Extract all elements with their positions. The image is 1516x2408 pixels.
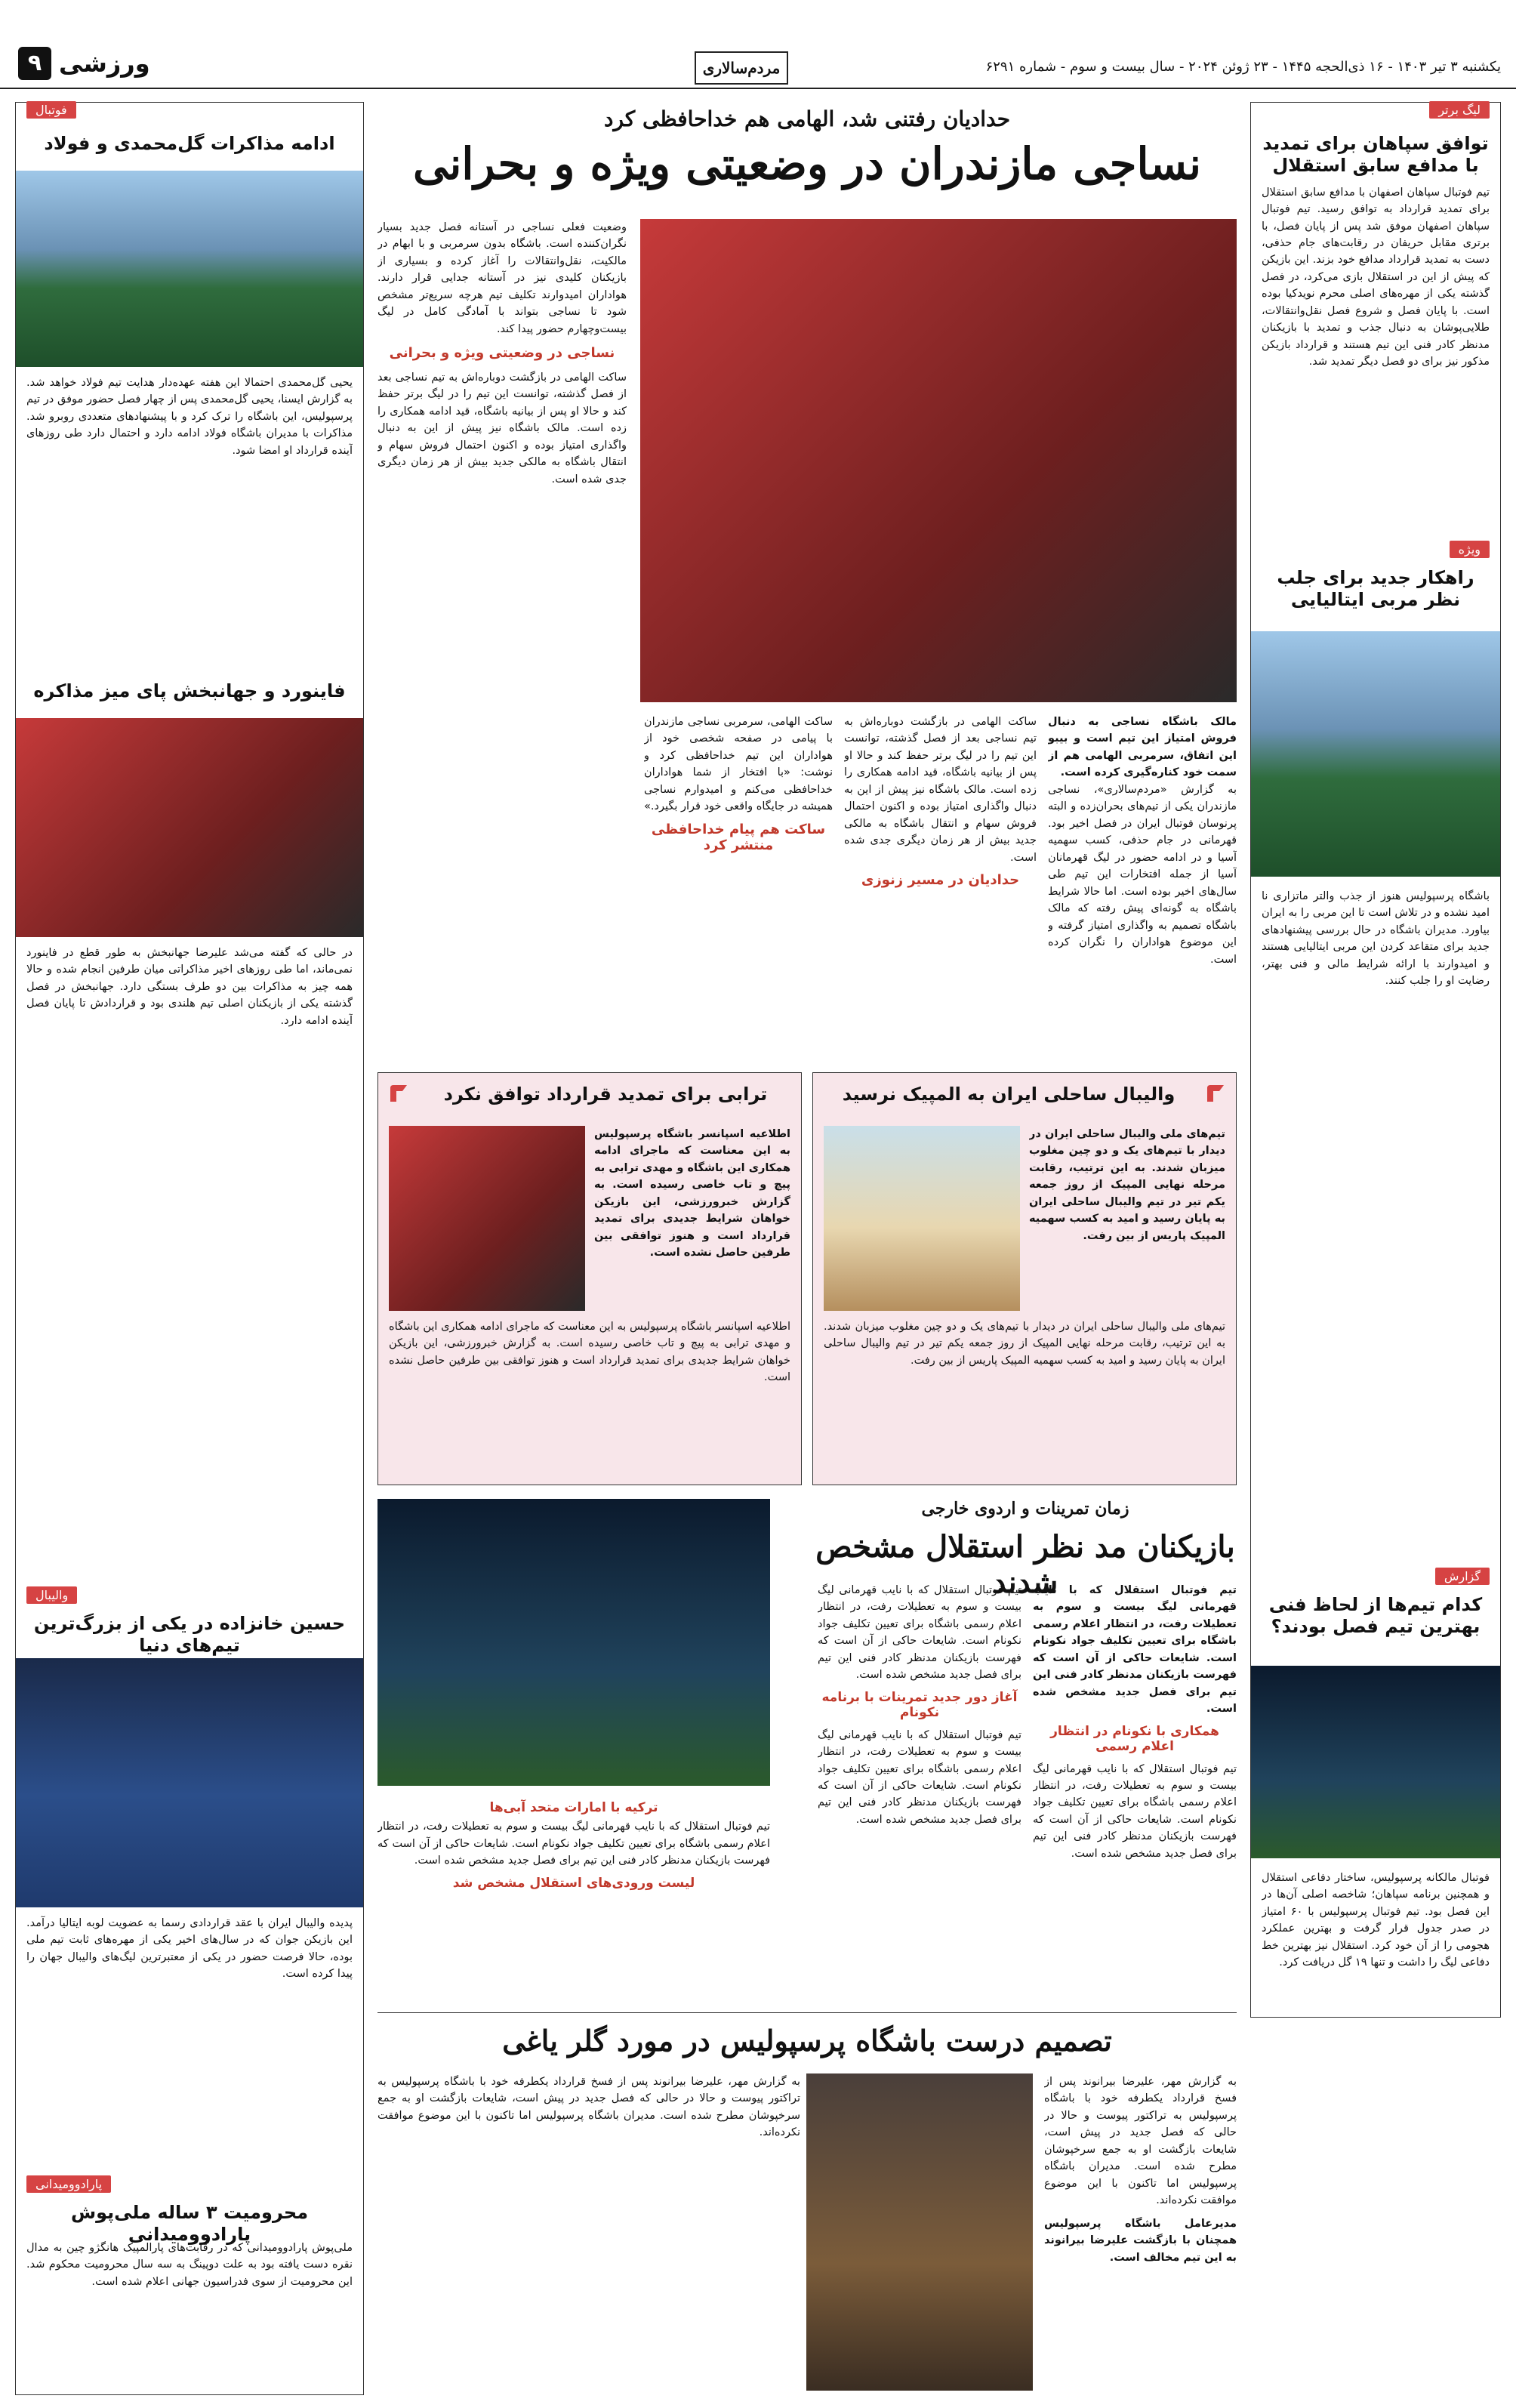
photo-persepolis [806,2073,1033,2391]
left-body-1: یحیی گل‌محمدی احتمالا این هفته عهده‌دار هدایت تیم فولاد خواهد شد. به گزارش ایسنا، یحیی گل‌محمدی پس از چهار فصل حضور موفق در تیم پرسپولیس، این باشگاه را ترک کرد و با پیشنهادهای متعددی روبرو شد. مذاکرات با مدیران باشگاه فولاد ادامه دارد و احتمال دارد طی روزهای آینده قرارداد او امضا شود. [26,377,353,457]
right-title-2: راهکار جدید برای جلب نظر مربی ایتالیایی [1277,567,1474,610]
left-column [15,102,364,2395]
right-column [1250,102,1501,2018]
mid-title-2: ترابی برای تمدید قرارداد توافق نکرد [443,1084,768,1105]
photo-stadium [1251,1666,1500,1858]
mid-kicker-3: زمان تمرینات و اردوی خارجی [921,1499,1129,1518]
main-story [377,102,1237,1061]
mid-body-3-lead: تیم فوتبال استقلال که با نایب قهرمانی لیگ بیست و سوم به تعطیلات رفت، در انتظار اعلام رسمی باشگاه برای تعیین تکلیف جواد نکونام است. شایعات حاکی از آن است که فهرست بازیکنان مدنظر کادر فنی این تیم برای فصل جدید مشخص شده است. [1033,1584,1237,1716]
main-subhead-3: نساجی در وضعیتی ویژه و بحرانی [389,345,615,362]
persepolis-col-1 [1044,2073,1237,2391]
mid-body-3-a: تیم فوتبال استقلال که با نایب قهرمانی لیگ بیست و سوم به تعطیلات رفت، در انتظار اعلام رسمی باشگاه برای تعیین تکلیف جواد نکونام است. شایعات حاکی از آن است که فهرست بازیکنان مدنظر کادر فنی این تیم برای فصل جدید مشخص شده است. [1033,1762,1237,1860]
main-col-mid2 [644,714,833,1057]
left-body-4: ملی‌پوش پارادوومیدانی که در رقابت‌های پارالمپیک هانگژو چین به مدال نقره دست یافته بود به علت دوپینگ به سه سال محرومیت محکوم شد. این محرومیت از سوی فدراسیون جهانی اعلام شده است. [26,2242,353,2288]
main-headline: نساجی مازندران در وضعیتی ویژه و بحرانی [412,138,1202,190]
right-body-3: فوتبال مالکانه پرسپولیس، ساختار دفاعی استقلال و همچنین برنامه سپاهان؛ شاخصه اصلی آن‌ها در این فصل بود. تیم فوتبال پرسپولیس با ۶۰ امتیاز در صدر جدول قرار گرفت و بهترین عملکرد هجومی را از آن خود کرد. استقلال نیز بهترین خط دفاعی لیگ را داشت و تنها ۱۹ گل دریافت کرد. [1262,1872,1490,1969]
main-lead: مالک باشگاه نساجی به دنبال فروش امتیاز این تیم است و بیبو این اتفاق، سرمربی الهامی هم از سمت خود کناره‌گیری کرده است. [1048,716,1237,779]
brand-mark-icon [1203,1081,1228,1106]
mid-body-1-lead: تیم‌های ملی والیبال ساحلی ایران در دیدار با تیم‌های یک و دو چین مغلوب میزبان شدند. به این ترتیب، رقابت مرحله نهایی المپیک از روز جمعه یکم تیر در تیم والیبال ساحلی ایران به پایان رسید و امید به کسب سهمیه المپیک پاریس از بین رفت. [1029,1128,1225,1242]
mid-body-2-lead: اطلاعیه اسپانسر باشگاه پرسپولیس به این معناست که ماجرای ادامه همکاری این باشگاه و مهدی ترابی به پیچ و تاب خاصی رسیده است. به گزارش خبرورزشی، این بازیکن خواهان شرایط جدیدی برای تمدید قرارداد است و هنوز توافقی بین طرفین حاصل نشده است. [594,1128,790,1259]
main-subhead-1: حدادیان در مسیر زنوزی [861,872,1020,889]
photo-esteghlal [377,1499,770,1786]
left-title-2: فاینورد و جهانبخش پای میز مذاکره [33,680,346,701]
brand-mark-icon-2 [386,1081,411,1106]
left-title-1: ادامه مذاکرات گل‌محمدی و فولاد [44,133,335,154]
photo-volleyball [16,1658,363,1907]
mid-sub-3d: لیست ورودی‌های استقلال مشخص شد [452,1875,695,1891]
main-col-right [1048,714,1237,1057]
kicker-left-2: والیبال [26,1586,77,1604]
main-kicker: حدادیان رفتنی شد، الهامی هم خداحافظی کرد [603,106,1010,131]
esteghlal-col-3 [377,1797,770,1997]
esteghlal-col-1 [1033,1582,1237,1997]
left-title-4: محرومیت ۳ ساله ملی‌پوش پارادوومیدانی [70,2202,309,2245]
photo-torabi [389,1126,585,1311]
header-strip [0,45,1516,89]
issue-line: یکشنبه ۳ تیر ۱۴۰۳ - ۱۶ ذی‌الحجه ۱۴۴۵ - ۲۳ ژوئن ۲۰۲۴ - سال بیست و سوم - شماره ۶۲۹۱ [985,58,1501,75]
left-body-3: پدیده والیبال ایران با عقد قراردادی رسما به عضویت لوبه ایتالیا درآمد. این بازیکن جوان که در سال‌های اخیر یکی از مهره‌های ثابت تیم ملی بوده، حالا فرصت حضور در یکی از معتبرترین لیگ‌های والیبال جهان را پیدا کرده است. [26,1917,353,1981]
mid-title-1: والیبال ساحلی ایران به المپیک نرسید [842,1084,1176,1105]
esteghlal-col-2 [818,1582,1021,1997]
mid-lead-4: مدیرعامل باشگاه پرسپولیس همچنان با بازگشت علیرضا بیرانوند به این تیم مخالف است. [1044,2217,1237,2264]
kicker-right-3: گزارش [1435,1568,1490,1585]
main-subhead-2: ساکت هم پیام خداحافظی منتشر کرد [651,821,826,854]
left-title-3: حسین خانزاده در یکی از بزرگ‌ترین تیم‌های دنیا [33,1613,346,1656]
beach-volley-box [812,1072,1237,1485]
right-title-3: کدام تیم‌ها از لحاظ فنی بهترین تیم فصل بودند؟ [1268,1594,1483,1637]
mid-body-4-a: به گزارش مهر، علیرضا بیرانوند پس از فسخ قرارداد یکطرفه خود با باشگاه پرسپولیس به تراکتور پیوست و حالا در حالی که فصل جدید در پیش است، شایعات بازگشت او به جمع سرخپوشان مطرح شده است. مدیران باشگاه پرسپولیس اما تاکنون با این موضوع موافقت نکرده‌اند. [1044,2076,1237,2207]
photo-golmohammadi [16,171,363,367]
mid-body-2: اطلاعیه اسپانسر باشگاه پرسپولیس به این معناست که ماجرای ادامه همکاری این باشگاه و مهدی ترابی به پیچ و تاب خاصی رسیده است. به گزارش خبرورزشی، این بازیکن خواهان شرایط جدیدی برای تمدید قرارداد است و هنوز توافقی بین طرفین حاصل نشده است. [389,1321,790,1384]
mid-sub-3c: ترکیه با امارات متحد آبی‌ها [489,1800,658,1815]
torabi-box [377,1072,802,1485]
main-col-mid [844,714,1037,1057]
page-number: ۹ [18,47,51,80]
mid-body-4: به گزارش مهر، علیرضا بیرانوند پس از فسخ قرارداد یکطرفه خود با باشگاه پرسپولیس به تراکتور پیوست و حالا در حالی که فصل جدید در پیش است، شایعات بازگشت او به جمع سرخپوشان مطرح شده است. مدیران باشگاه پرسپولیس اما تاکنون با این موضوع موافقت نکرده‌اند. [377,2076,800,2139]
mid-sub-3b: آغاز دور جدید تمرینات با برنامه نکونام [821,1689,1018,1721]
mid-title-4: تصمیم درست باشگاه پرسپولیس در مورد گلر یاغی [502,2024,1112,2058]
photo-coach [1251,631,1500,877]
section-label [18,47,150,80]
main-body-4b: ساکت الهامی در بازگشت دوباره‌اش به تیم نساجی بعد از فصل گذشته، توانست این تیم را در لیگ برتر حفظ کند و حالا او پس از بیانیه باشگاه، قید ادامه همکاری را زده است. مالک باشگاه نیز پیش از این به دنبال واگذاری امتیاز بوده و اکنون احتمال فروش سهام و انتقال باشگاه به مالکی جدید بیش از هر زمان دیگری جدی شده است. [377,371,627,486]
main-body-4: وضعیت فعلی نساجی در آستانه فصل جدید بسیار نگران‌کننده است. باشگاه بدون سرمربی و با ابهام در مالکیت، نقل‌وانتقالات را آغاز کرده و بسیاری از بازیکنان کلیدی نیز در آستانه جدایی قرار دارند. هواداران امیدوارند تکلیف تیم هرچه سریع‌تر مشخص شود تا نساجی بتواند با آمادگی کامل در لیگ بیست‌وچهارم حضور پیدا کند. [377,221,627,335]
mid-title-3: بازیکنان مد نظر استقلال مشخص شدند [815,1529,1235,1600]
kicker-right-2: ویژه [1450,541,1490,558]
photo-beach-volley [824,1126,1020,1311]
right-title-1: توافق سپاهان برای تمدید با مدافع سابق استقلال [1262,133,1489,176]
persepolis-story [377,2012,1237,2394]
kicker-right-1: لیگ برتر [1429,101,1490,119]
section-name: ورزشی [59,49,150,78]
photo-jahanbakhsh [16,718,363,937]
esteghlal-story [377,1499,1237,1997]
main-col-left [377,219,627,1057]
mid-body-3-b: تیم فوتبال استقلال که با نایب قهرمانی لیگ بیست و سوم به تعطیلات رفت، در انتظار اعلام رسمی باشگاه برای تعیین تکلیف جواد نکونام است. شایعات حاکی از آن است که فهرست بازیکنان مدنظر کادر فنی این تیم برای فصل جدید مشخص شده است. [818,1584,1021,1682]
right-body-2: باشگاه پرسپولیس هنوز از جذب والتر ماتزاری نا امید نشده و در تلاش است تا این مربی را به ایران بیاورد. مدیران باشگاه در حال بررسی پیشنهادهای جدید برای متقاعد کردن این مربی ایتالیایی هستند و امیدوارند با ارائه شرایط مالی و فنی بهتر، رضایت او را جلب کنند. [1262,890,1490,988]
newspaper-logo: مردم‌سالاری [695,51,788,85]
kicker-left-1: فوتبال [26,101,76,119]
kicker-left-3: پارادوومیدانی [26,2175,111,2193]
left-body-2: در حالی که گفته می‌شد علیرضا جهانبخش به طور قطع در فاینورد نمی‌ماند، اما طی روزهای اخیر مذاکراتی میان طرفین انجام شده و حالا همه چیز به مذاکرات بین دو طرف بستگی دارد. جهانبخش در فصل گذشته یکی از بازیکنان اصلی تیم هلندی بود و قراردادش تا پایان فصل آینده ادامه دارد. [26,947,353,1027]
mid-body-1: تیم‌های ملی والیبال ساحلی ایران در دیدار با تیم‌های یک و دو چین مغلوب میزبان شدند. به این ترتیب، رقابت مرحله نهایی المپیک از روز جمعه یکم تیر در تیم والیبال ساحلی ایران به پایان رسید و امید به کسب سهمیه المپیک پاریس از بین رفت. [824,1321,1225,1367]
photo-nassaji [640,219,1237,702]
mid-body-3-d: تیم فوتبال استقلال که با نایب قهرمانی لیگ بیست و سوم به تعطیلات رفت، در انتظار اعلام رسمی باشگاه برای تعیین تکلیف جواد نکونام است. شایعات حاکی از آن است که فهرست بازیکنان مدنظر کادر فنی این تیم برای فصل جدید مشخص شده است. [377,1821,770,1867]
main-body-3: ساکت الهامی، سرمربی نساجی مازندران با پیامی در صفحه شخصی خود از هواداران این تیم خداحافظی کرد و نوشت: «با افتخار از شما هواداران خداحافظی می‌کنم و امیدوارم نساجی همیشه در جایگاه واقعی خود قرار بگیرد.» [644,716,833,813]
right-body-1: تیم فوتبال سپاهان اصفهان با مدافع سابق استقلال برای تمدید قرارداد به توافق رسید. تیم فوتبال سپاهان اصفهان موفق شد پس از پایان فصل، با برتری مقابل حریفان در رقابت‌های جام حذفی، دست به تمدید قرارداد مدافع خود بزند. این بازیکن که پیش از این در استقلال بازی می‌کرد، در فصل گذشته یکی از مهره‌های اصلی محرم نویدکیا بوده است. با پایان فصل و شروع فصل نقل‌وانتقالات، طلایی‌پوشان به دنبال جذب و تمدید با بازیکنان مدنظر کادر فنی این تیم هستند و قرارداد بازیکن مذکور نیز برای دو فصل دیگر تمدید شد. [1262,186,1490,368]
main-body-1: به گزارش «مردم‌سالاری»، نساجی مازندران یکی از تیم‌های بحران‌زده و البته پرنوسان فوتبال ایران در فصل اخیر بود. قهرمانی در جام حذفی، کسب سهمیه آسیا و در ادامه حضور در لیگ قهرمانان آسیا از جمله افتخارات این تیم طی سال‌های اخیر بوده است. اما حالا شرایط باشگاه به گونه‌ای پیش رفته که مالک باشگاه تصمیم به واگذاری امتیاز گرفته و این موضوع هواداران را نگران کرده است. [1048,783,1237,966]
mid-sub-3a: همکاری با نکونام در انتظار اعلام رسمی [1050,1723,1219,1755]
main-body-2: ساکت الهامی در بازگشت دوباره‌اش به تیم نساجی بعد از فصل گذشته، توانست این تیم را در لیگ برتر حفظ کند و حالا او پس از بیانیه باشگاه، قید ادامه همکاری را زده است. مالک باشگاه نیز پیش از این به دنبال واگذاری امتیاز بوده و اکنون احتمال فروش سهام و انتقال باشگاه به مالکی جدید بیش از هر زمان دیگری جدی شده است. [844,716,1037,864]
mid-body-3-c: تیم فوتبال استقلال که با نایب قهرمانی لیگ بیست و سوم به تعطیلات رفت، در انتظار اعلام رسمی باشگاه برای تعیین تکلیف جواد نکونام است. شایعات حاکی از آن است که فهرست بازیکنان مدنظر کادر فنی این تیم برای فصل جدید مشخص شده است. [818,1728,1021,1826]
